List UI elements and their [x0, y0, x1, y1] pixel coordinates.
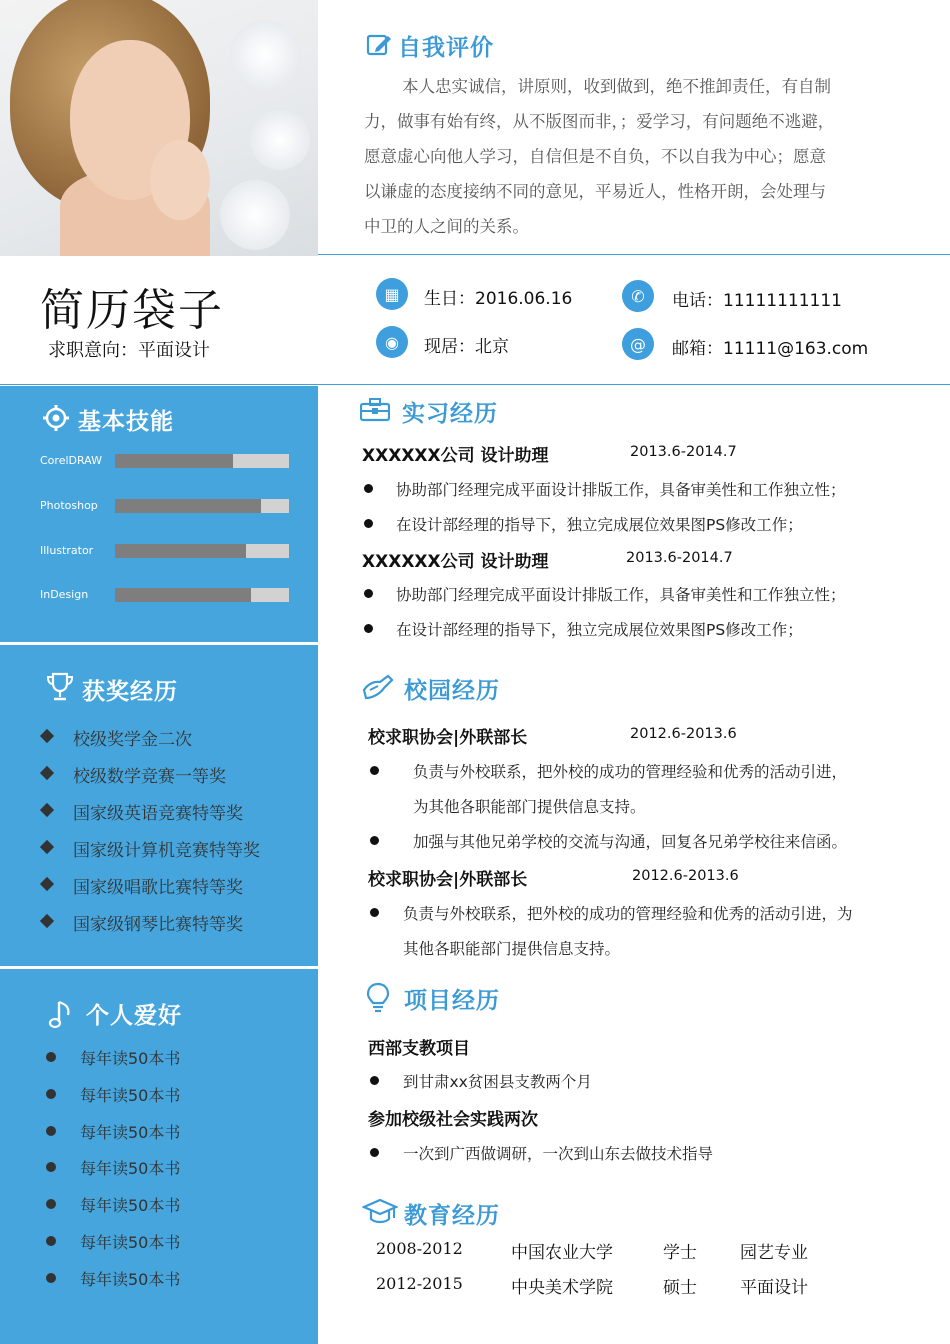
music-note-icon — [48, 998, 76, 1030]
bullet-dot — [370, 1076, 379, 1085]
skill-bar-fill — [115, 499, 261, 513]
skill-bar-fill — [115, 454, 233, 468]
skill-label: Illustrator — [40, 544, 94, 557]
edu-period: 2012-2015 — [376, 1274, 463, 1293]
bullet-dot — [46, 1126, 56, 1136]
edu-degree: 硕士 — [663, 1278, 697, 1298]
edu-period: 2008-2012 — [376, 1239, 463, 1258]
campus-bullet-cont: 其他各职能部门提供信息支持。 — [403, 940, 621, 958]
hobby-item: 每年读50本书 — [80, 1085, 181, 1105]
campus-role: 校求职协会|外联部长 — [368, 728, 528, 748]
job-date: 2013.6-2014.7 — [626, 550, 733, 566]
campus-bullet: 负责与外校联系，把外校的成功的管理经验和优秀的活动引进，为 — [403, 905, 853, 923]
edu-school: 中国农业大学 — [511, 1243, 613, 1263]
skill-label: Photoshop — [40, 499, 98, 512]
skill-label: CorelDRAW — [40, 454, 102, 467]
skill-bar-fill — [115, 588, 251, 602]
hands-icon — [362, 672, 394, 702]
education-title: 教育经历 — [404, 1203, 500, 1229]
bullet-dot — [370, 836, 379, 845]
bullet-dot — [364, 484, 373, 493]
candidate-name: 简历袋子 — [40, 285, 224, 336]
email: 邮箱：11111@163.com — [672, 339, 869, 359]
projects-title: 项目经历 — [404, 988, 500, 1014]
hobby-item: 每年读50本书 — [80, 1233, 181, 1252]
edu-major: 平面设计 — [740, 1278, 808, 1298]
profile-photo — [0, 0, 318, 256]
gear-icon — [42, 404, 70, 432]
award-item: 校级奖学金二次 — [73, 730, 192, 750]
project-bullet: 到甘肃xx贫困县支教两个月 — [403, 1073, 592, 1091]
self-eval-line: 力，做事有始有终，从不版图而非，；爱学习，有问题绝不逃避， — [364, 112, 835, 131]
bullet-dot — [364, 589, 373, 598]
location-icon: ◉ — [376, 326, 408, 358]
bullet-dot — [46, 1236, 56, 1246]
hobby-item: 每年读50本书 — [80, 1159, 181, 1179]
awards-title: 获奖经历 — [82, 679, 178, 705]
skill-bar-fill — [115, 544, 246, 558]
residence: 现居：北京 — [424, 337, 509, 357]
skill-bar — [115, 544, 289, 558]
bullet-dot — [370, 908, 379, 917]
self-eval-line: 以谦虚的态度接纳不同的意见，平易近人，性格开朗，会处理与 — [364, 182, 826, 201]
job-title: XXXXXX公司 设计助理 — [362, 446, 549, 466]
bullet-dot — [370, 1148, 379, 1157]
phone-icon: ✆ — [622, 280, 654, 312]
briefcase-icon — [360, 398, 390, 422]
job-bullet: 协助部门经理完成平面设计排版工作，具备审美性和工作独立性； — [396, 586, 846, 604]
campus-title: 校园经历 — [404, 678, 500, 704]
bullet-dot — [364, 624, 373, 633]
job-title: XXXXXX公司 设计助理 — [362, 552, 549, 572]
bullet-dot — [46, 1089, 56, 1099]
project-name: 西部支教项目 — [368, 1039, 470, 1059]
hobbies-title: 个人爱好 — [86, 1003, 182, 1029]
project-name: 参加校级社会实践两次 — [368, 1110, 538, 1130]
skill-bar — [115, 454, 289, 468]
bullet-dot — [370, 766, 379, 775]
campus-date: 2012.6-2013.6 — [630, 726, 737, 742]
hobby-item: 每年读50本书 — [80, 1122, 181, 1142]
campus-bullet: 负责与外校联系，把外校的成功的管理经验和优秀的活动引进， — [413, 763, 848, 781]
trophy-icon — [46, 671, 74, 703]
award-item: 国家级计算机竞赛特等奖 — [73, 841, 260, 861]
award-item: 国家级唱歌比赛特等奖 — [73, 878, 243, 898]
self-eval-line: 本人忠实诚信，讲原则，收到做到，绝不推卸责任，有自制 — [402, 77, 831, 96]
self-eval-line: 中卫的人之间的关系。 — [364, 217, 529, 236]
project-bullet: 一次到广西做调研，一次到山东去做技术指导 — [403, 1145, 714, 1163]
job-intent: 求职意向：平面设计 — [48, 340, 210, 361]
award-item: 校级数学竞赛一等奖 — [73, 767, 226, 787]
birthday: 生日：2016.06.16 — [424, 289, 573, 309]
hobby-item: 每年读50本书 — [80, 1196, 181, 1216]
lightbulb-icon — [366, 982, 390, 1014]
divider — [0, 384, 950, 385]
job-bullet: 在设计部经理的指导下，独立完成展位效果图PS修改工作； — [396, 516, 803, 534]
skills-title: 基本技能 — [78, 409, 174, 435]
campus-bullet: 加强与其他兄弟学校的交流与沟通，回复各兄弟学校往来信函。 — [413, 833, 848, 851]
phone: 电话：11111111111 — [672, 291, 842, 311]
campus-bullet-cont: 为其他各职能部门提供信息支持。 — [413, 798, 646, 816]
hobby-item: 每年读50本书 — [80, 1049, 181, 1068]
edu-degree: 学士 — [663, 1243, 697, 1263]
calendar-icon: ▦ — [376, 278, 408, 310]
job-bullet: 协助部门经理完成平面设计排版工作，具备审美性和工作独立性； — [396, 481, 846, 499]
bullet-dot — [46, 1273, 56, 1283]
award-item: 国家级英语竞赛特等奖 — [73, 804, 243, 824]
skill-label: InDesign — [40, 588, 89, 601]
hobby-item: 每年读50本书 — [80, 1269, 181, 1289]
internship-title: 实习经历 — [402, 401, 498, 427]
bullet-dot — [364, 519, 373, 528]
award-item: 国家级钢琴比赛特等奖 — [73, 915, 243, 935]
graduation-cap-icon — [362, 1198, 398, 1226]
self-eval-title: 自我评价 — [398, 35, 494, 61]
campus-date: 2012.6-2013.6 — [632, 868, 739, 884]
edu-school: 中央美术学院 — [511, 1278, 613, 1298]
self-eval-line: 愿意虚心向他人学习，自信但是不自负，不以自我为中心；愿意 — [364, 147, 826, 166]
edit-icon — [366, 32, 392, 58]
job-date: 2013.6-2014.7 — [630, 444, 737, 460]
campus-role: 校求职协会|外联部长 — [368, 870, 528, 890]
job-bullet: 在设计部经理的指导下，独立完成展位效果图PS修改工作； — [396, 621, 803, 639]
skill-bar — [115, 588, 289, 602]
email-icon: @ — [622, 328, 654, 360]
edu-major: 园艺专业 — [740, 1243, 808, 1263]
bullet-dot — [46, 1052, 56, 1062]
skill-bar — [115, 499, 289, 513]
divider — [318, 254, 950, 255]
